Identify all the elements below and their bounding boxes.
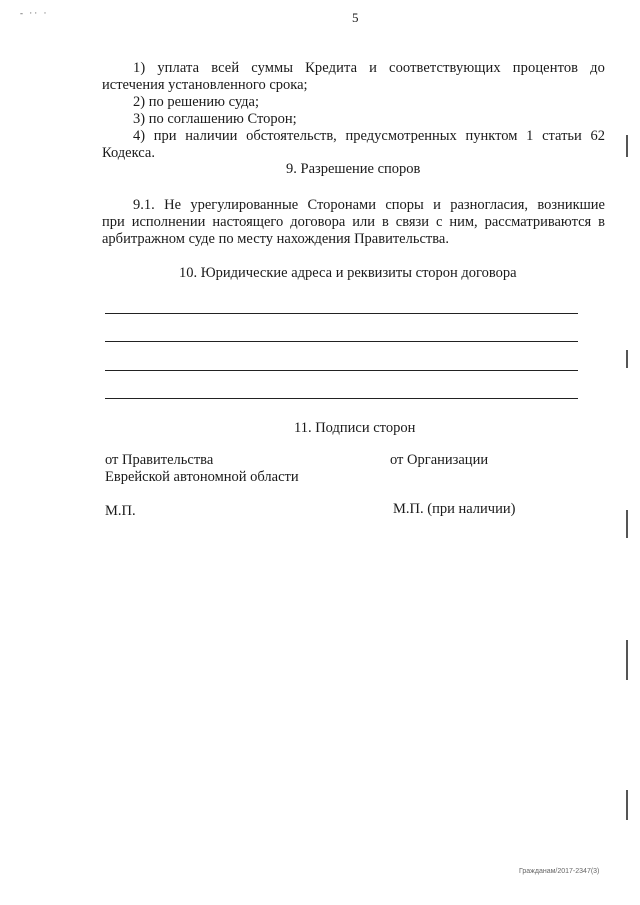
termination-item-1-line-2: истечения установленного срока; <box>102 77 308 93</box>
section-9-p1-line-1: 9.1. Не урегулированные Сторонами споры и разногласия, возникшие <box>133 197 605 213</box>
section-9-p1-line-3: арбитражном суде по месту нахождения Правительства. <box>102 231 449 247</box>
address-line-1 <box>105 313 578 314</box>
termination-item-3: 3) по соглашению Сторон; <box>133 111 297 127</box>
document-stamp: Гражданам/2017-2347(3) <box>519 868 600 875</box>
address-line-3 <box>105 370 578 371</box>
termination-item-4-line-2: Кодекса. <box>102 145 155 161</box>
scan-edge-mark <box>626 640 628 680</box>
section-9-p1-line-2: при исполнении настоящего договора или в связи с ним, рассматриваются в <box>102 214 605 230</box>
address-line-4 <box>105 398 578 399</box>
section-9-heading: 9. Разрешение споров <box>286 161 421 177</box>
scan-edge-mark <box>626 135 628 157</box>
termination-item-2: 2) по решению суда; <box>133 94 260 110</box>
seal-left: М.П. <box>105 503 136 519</box>
scan-edge-mark <box>626 350 628 368</box>
page-number: 5 <box>352 10 359 25</box>
signature-left-line-1: от Правительства <box>105 452 214 468</box>
seal-right: М.П. (при наличии) <box>393 501 516 517</box>
section-10-heading: 10. Юридические адреса и реквизиты сторон договора <box>179 265 517 281</box>
signature-right-line-1: от Организации <box>390 452 489 468</box>
termination-item-4-line-1: 4) при наличии обстоятельств, предусмотренных пунктом 1 статьи 62 <box>133 128 605 144</box>
corner-mark: - ·· · <box>20 8 49 18</box>
signature-left-line-2: Еврейской автономной области <box>105 469 299 485</box>
scan-edge-mark <box>626 790 628 820</box>
termination-item-1-line-1: 1) уплата всей суммы Кредита и соответствующих процентов до <box>133 60 605 76</box>
address-line-2 <box>105 341 578 342</box>
scan-edge-mark <box>626 510 628 538</box>
section-11-heading: 11. Подписи сторон <box>294 420 416 436</box>
